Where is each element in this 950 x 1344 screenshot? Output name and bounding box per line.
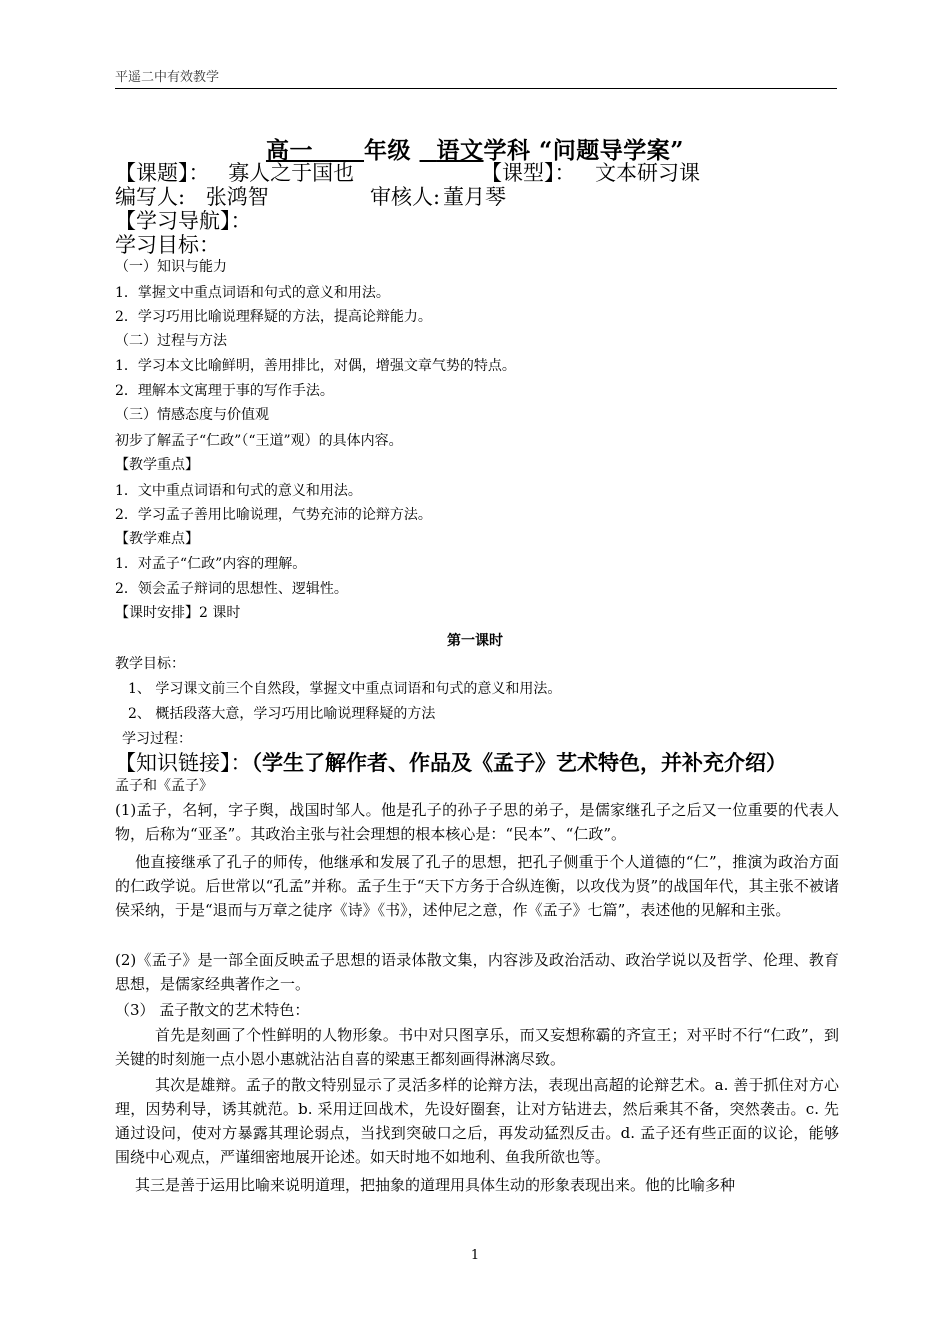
goals-section-3: （三）情感态度与价值观	[115, 407, 269, 423]
knowledge-paragraph-1: (1)孟子，名轲，字子舆，战国时邹人。他是孔子的孙子子思的弟子，是儒家继孔子之后又一位重要的代表人物，后称为“亚圣”。其政治主张与社会理想的根本核心是：“民本”、“仁政”。	[115, 801, 839, 843]
author-row	[115, 185, 506, 209]
goals-section-1-item-1: 1．掌握文中重点词语和句式的意义和用法。	[115, 285, 390, 301]
difficulties-label: 【教学难点】	[115, 531, 199, 547]
difficulty-item-2: 2．领会孟子辩词的思想性、逻辑性。	[115, 581, 348, 597]
keypoints-label: 【教学重点】	[115, 457, 199, 473]
knowledge-link-row	[115, 751, 787, 775]
goals-section-2: （二）过程与方法	[115, 333, 227, 349]
knowledge-paragraph-6: 其次是雄辩。孟子的散文特别显示了灵活多样的论辩方法，表现出高超的论辩艺术。a. 善于抓住对方心理，因势利导，诱其就范。b. 采用迂回战术，先设好圈套，让对方钻进去，然后乘其不备，突然袭击。c. 先通过设问，使对方暴露其理论弱点，当找到突破口之后，再发动猛烈反击。d. 孟子还有些正面的议论，能够围绕中心观点，严谨细密地展开论述。如天时地不如地利、鱼我所欲也等。	[115, 1076, 839, 1166]
knowledge-paragraph-5: 首先是刻画了个性鲜明的人物形象。书中对只图享乐，而又妄想称霸的齐宣王；对平时不行“仁政”，到关键的时刻施一点小恩小惠就沾沾自喜的梁惠王都刻画得淋漓尽致。	[115, 1026, 839, 1068]
reviewer-value: 董月琴	[443, 185, 506, 209]
goals-label: 学习目标：	[115, 233, 220, 257]
author-label: 编写人:	[115, 185, 186, 209]
keypoint-item-1: 1．文中重点词语和句式的意义和用法。	[115, 483, 362, 499]
knowledge-paragraph-4: （3） 孟子散文的艺术特色：	[115, 1001, 310, 1019]
title-suffix: 学科 “问题导学案”	[483, 137, 685, 164]
knowledge-label: 【知识链接】：	[115, 751, 252, 775]
lesson-goals-label: 教学目标：	[115, 656, 185, 672]
goals-section-2-item-2: 2．理解本文寓理于事的写作手法。	[115, 383, 334, 399]
type-value: 文本研习课	[595, 161, 700, 185]
goals-section-2-item-1: 1．学习本文比喻鲜明，善用排比，对偶，增强文章气势的特点。	[115, 358, 516, 374]
page-number: 1	[470, 1248, 480, 1263]
keypoint-item-2: 2．学习孟子善用比喻说理，气势充沛的论辩方法。	[115, 507, 432, 523]
knowledge-note: （学生了解作者、作品及《孟子》艺术特色，并补充介绍）	[251, 750, 787, 775]
title-grade: 高一	[265, 137, 313, 164]
author-value: 张鸿智	[205, 185, 269, 209]
title-grade-suffix: 年级	[364, 137, 412, 164]
topic-label: 【课题】：	[115, 161, 210, 185]
reviewer-label: 审核人:	[370, 185, 441, 209]
topic-row	[115, 161, 700, 185]
knowledge-paragraph-7: 其三是善于运用比喻来说明道理，把抽象的道理用具体生动的形象表现出来。他的比喻多种	[135, 1176, 736, 1194]
knowledge-subtitle: 孟子和《孟子》	[115, 778, 213, 794]
title-subject: 语文	[436, 137, 484, 164]
process-label: 学习过程：	[122, 731, 192, 747]
nav-label: 【学习导航】：	[115, 209, 252, 233]
type-label: 【课型】：	[481, 161, 576, 185]
lesson-goal-2: 2、 概括段落大意，学习巧用比喻说理释疑的方法	[128, 706, 436, 722]
topic-value: 寡人之于国也	[228, 161, 355, 185]
knowledge-paragraph-3: (2)《孟子》是一部全面反映孟子思想的语录体散文集，内容涉及政治活动、政治学说以及哲学、伦理、教育思想，是儒家经典著作之一。	[115, 951, 839, 993]
page-header: 平遥二中有效教学	[115, 66, 837, 89]
title-blank-2	[420, 137, 437, 164]
lesson-goal-1: 1、 学习课文前三个自然段，掌握文中重点词语和句式的意义和用法。	[128, 681, 562, 697]
difficulty-item-1: 1．对孟子“仁政”内容的理解。	[115, 556, 307, 572]
schedule: 【课时安排】2 课时	[115, 605, 241, 621]
goals-section-1-item-2: 2．学习巧用比喻说理释疑的方法，提高论辩能力。	[115, 309, 432, 325]
lesson-heading: 第一课时	[447, 633, 503, 649]
knowledge-paragraph-2: 他直接继承了孔子的师传，他继承和发展了孔子的思想，把孔子侧重于个人道德的“仁”，推演为政治方面的仁政学说。后世常以“孔孟”并称。孟子生于“天下方务于合纵连衡，以攻伐为贤”的战国年代，其主张不被诸侯采纳，于是“退而与万章之徒序《诗》《书》，述仲尼之意，作《孟子》七篇”，表述他的见解和主张。	[115, 853, 839, 919]
goals-section-3-text: 初步了解孟子“仁政”（“王道”观）的具体内容。	[115, 433, 403, 449]
title-blank-1	[313, 137, 364, 164]
goals-section-1: （一）知识与能力	[115, 259, 227, 275]
